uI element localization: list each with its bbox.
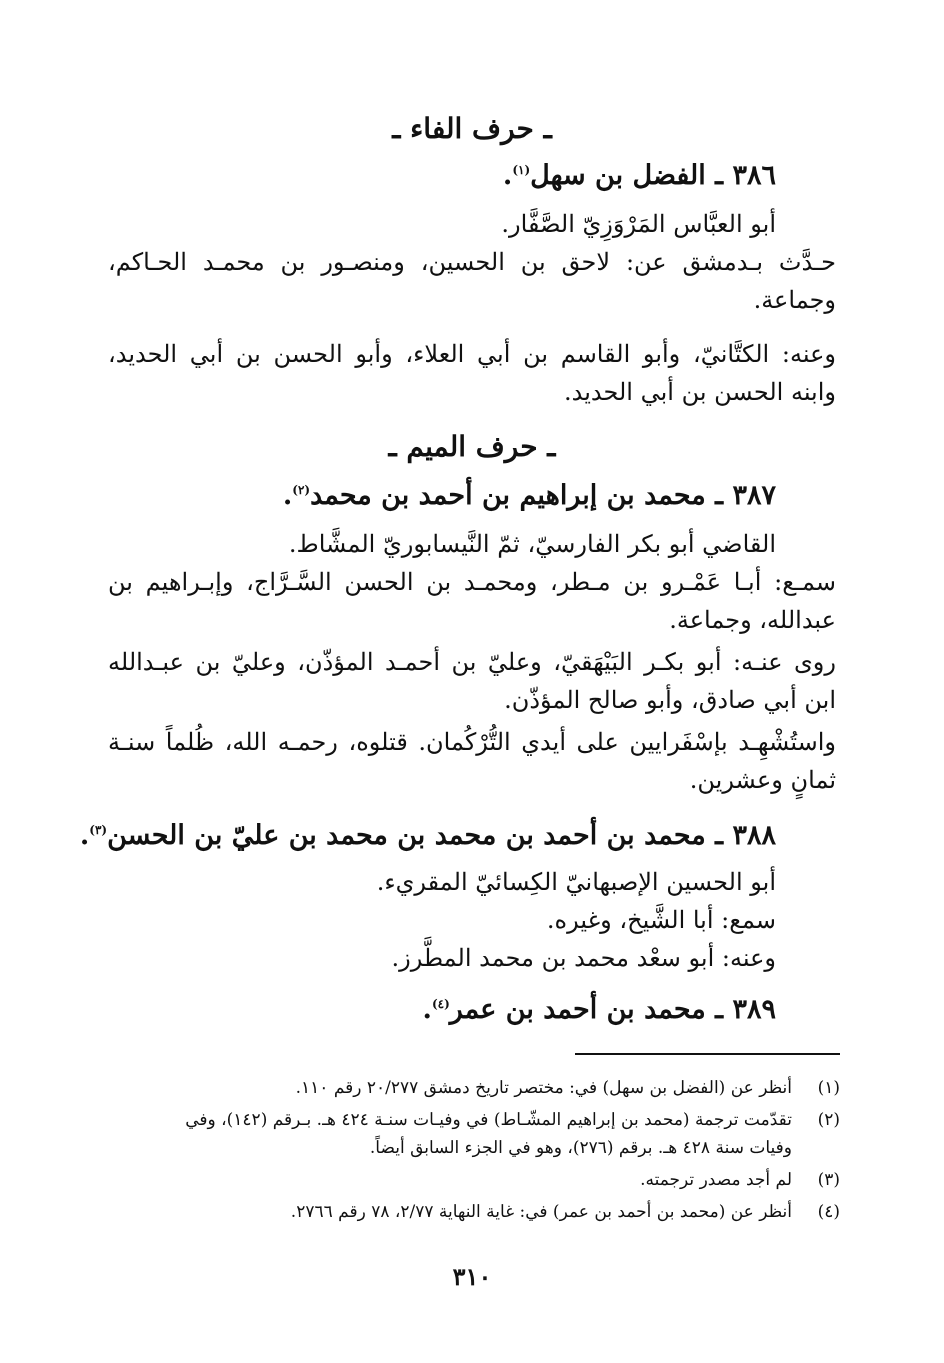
- entry-388-line-2: سمع: أبا الشَّيخ، وغيره.: [546, 906, 776, 934]
- section-title-fa: ـ حرف الفاء ـ: [392, 112, 552, 145]
- entry-386-heading: ٣٨٦ ـ الفضل بن سهل$^{(١)}$.: [502, 160, 776, 191]
- footnote-4-text: أنظر عن (محمد بن أحمد بن عمر) في: غاية النهاية ٢/٧٧، ٧٨ رقم ٢٧٦٦.: [290, 1202, 792, 1222]
- entry-388-heading: ٣٨٨ ـ محمد بن أحمد بن محمد بن محمد بن عليّ بن الحسن$^{(٣)}$.: [79, 820, 776, 851]
- footnote-1: [108, 1078, 840, 1102]
- entry-386-line-4: وعنه: الكتَّانيّ، وأبو القاسم بن أبي العلاء، وأبو الحسن بن أبي الحديد،: [108, 340, 836, 368]
- section-title-mim: ـ حرف الميم ـ: [388, 430, 556, 463]
- footnote-2-text-line-1: تقدّمت ترجمة (محمد بن إبراهيم المشّـاط) في وفيـات سنـة ٤٢٤ هـ. بـرقم (١٤٢)، وفي: [185, 1110, 792, 1130]
- entry-387-line-1: القاضي أبو بكر الفارسيّ، ثمّ النَّيسابوريّ المشَّاط.: [288, 530, 776, 558]
- footnote-2-continuation: [108, 1138, 840, 1162]
- footnote-4-number: (٤): [817, 1202, 840, 1222]
- page-number: ٣١٠: [452, 1262, 492, 1291]
- entry-389-heading: ٣٨٩ ـ محمد بن أحمد بن عمر$^{(٤)}$.: [422, 994, 776, 1025]
- footnote-3-number: (٣): [817, 1170, 840, 1190]
- entry-387-heading: ٣٨٧ ـ محمد بن إبراهيم بن أحمد بن محمد$^{(٢)}$.: [282, 480, 776, 511]
- entry-387-line-6: واستُشْهِـد بإسْفَرايين على أيدي التُّرْكُمان. قتلوه، رحمـه الله، ظُلماً سنـة: [108, 728, 836, 756]
- entry-386-line-3: وجماعة.: [753, 286, 836, 314]
- footnote-2-text-line-2: وفيات سنة ٤٢٨ هـ. برقم (٢٧٦)، وهو في الجزء السابق أيضاً.: [369, 1138, 792, 1158]
- footnote-2: [108, 1110, 840, 1134]
- footnote-ref-1: (١): [512, 163, 531, 177]
- entry-387-line-3: عبدالله، وجماعة.: [669, 606, 836, 634]
- footnote-3: [108, 1170, 840, 1194]
- footnote-2-number: (٢): [817, 1110, 840, 1130]
- entry-387-line-7: ثمانٍ وعشرين.: [689, 766, 836, 794]
- footnote-ref-3: (٣): [89, 823, 108, 837]
- footnote-ref-2: (٢): [292, 483, 311, 497]
- footnote-3-text: لم أجد مصدر ترجمته.: [640, 1170, 792, 1190]
- footnote-1-number: (١): [817, 1078, 840, 1098]
- entry-386-line-2: حـدَّث بـدمشق عن: لاحق بن الحسين، ومنصـور بن محمـد الحـاكم،: [108, 248, 836, 276]
- entry-388-line-1: أبو الحسين الإصبهانيّ الكِسائيّ المقريء.: [376, 868, 776, 896]
- entry-387-line-2: سمـع: أبـا عَمْـرو بن مـطر، ومحمـد بن الحسن السَّـرَّاج، وإبـراهيم بن: [108, 568, 836, 596]
- footnote-ref-4: (٤): [431, 997, 450, 1011]
- entry-386-line-1: أبو العبَّاس المَرْوَزِيّ الصَّفَّار.: [501, 210, 776, 238]
- entry-386-line-5: وابنه الحسن بن أبي الحديد.: [564, 378, 836, 406]
- entry-388-line-3: وعنه: أبو سعْد محمد بن محمد المطَّرز.: [391, 944, 776, 972]
- footnote-4: [108, 1202, 840, 1226]
- entry-387-line-5: ابن أبي صادق، وأبو صالح المؤذّن.: [504, 686, 836, 714]
- footnote-separator: [575, 1053, 840, 1055]
- footnote-1-text: أنظر عن (الفضل بن سهل) في: مختصر تاريخ دمشق ٢٠/٢٧٧ رقم ١١٠.: [295, 1078, 792, 1098]
- entry-387-line-4: روى عنـه: أبو بكـر البَيْهَقيّ، وعليّ بن أحمـد المؤذّن، وعليّ بن عبـدالله: [108, 648, 836, 676]
